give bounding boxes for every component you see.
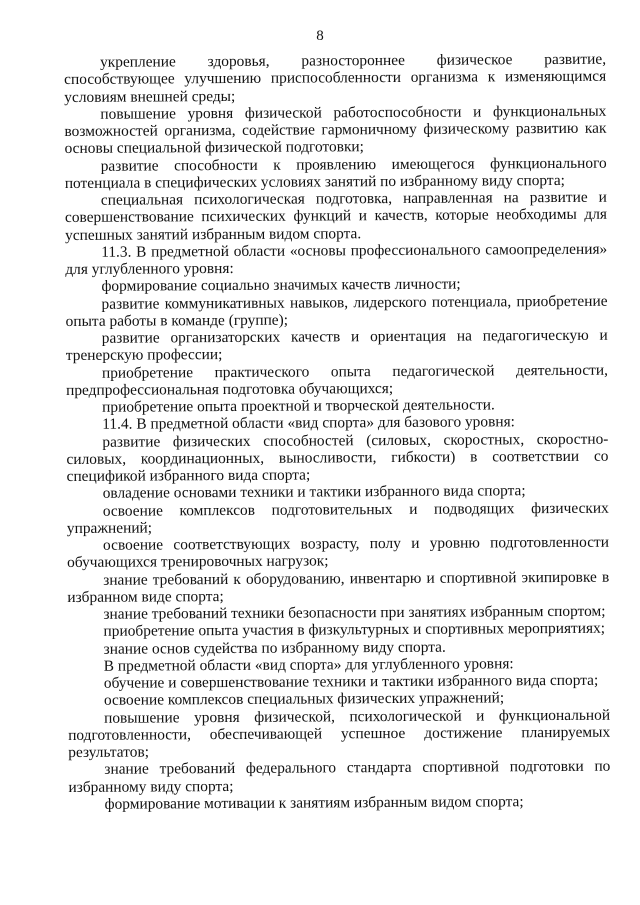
paragraph: знание требований техники безопасности при занятиях избранным спортом; [103, 602, 606, 623]
paragraph: развитие коммуникативных навыков, лидерского потенциала, приобретение опыта работы в команде (группе); [65, 292, 608, 330]
section-heading-11-3: 11.3. В предметной области «основы профессионального самоопределения» для углубленного уровня: [65, 240, 608, 278]
paragraph: знание основ судейства по избранному виду спорта. [103, 638, 446, 658]
paragraph: приобретение практического опыта педагогической деятельности, предпрофессиональная подготовка обучающихся; [66, 361, 608, 399]
document-body [64, 51, 611, 813]
paragraph: укрепление здоровья, разностороннее физическое развитие, способствующее улучшению приспособленности организма к изменяющимся условиям внешней среды; [64, 50, 607, 106]
paragraph: освоение комплексов специальных физических упражнений; [103, 689, 505, 710]
paragraph: развитие способности к проявлению имеющегося функционального потенциала в специфических условиях занятий по избранному виду спорта; [64, 154, 607, 192]
paragraph: повышение уровня физической работоспособности и функциональных возможностей организма, содействие гармоничному физическому развитию как основы специальной физической подготовки; [64, 102, 607, 158]
paragraph: повышение уровня физической, психологической и функциональной подготовленности, обеспечивающей успешное достижение планируемых результатов; [68, 706, 611, 761]
paragraph: развитие организаторских качеств и ориентация на педагогическую и тренерскую профессии; [65, 326, 608, 365]
page-number: 8 [316, 28, 324, 44]
paragraph: специальная психологическая подготовка, направленная на развитие и совершенствование психических функций и качеств, которые необходимы для успешных занятий избранным видом спорта. [64, 188, 608, 244]
paragraph: формирование мотивации к занятиям избранным видом спорта; [104, 792, 524, 813]
section-heading-advanced-level: В предметной области «вид спорта» для углубленного уровня: [103, 655, 514, 675]
paragraph: обучение и совершенствование техники и тактики избранного вида спорта; [103, 671, 599, 692]
paragraph: приобретение опыта проектной и творческой деятельности. [102, 396, 495, 416]
paragraph: формирование социально значимых качеств личности; [101, 275, 461, 296]
paragraph: знание требований федерального стандарта спортивной подготовки по избранному виду спорта; [68, 757, 611, 796]
paragraph: развитие физических способностей (силовых, скоростных, скоростно-силовых, координационных, выносливости, гибкости) в соответствии со спецификой избранного вида спорта; [66, 430, 609, 485]
paragraph: освоение соответствующих возрасту, полу и уровню подготовленности обучающихся тренировочных нагрузок; [67, 533, 610, 572]
paragraph: овладение основами техники и тактики избранного вида спорта; [102, 482, 526, 503]
paragraph: приобретение опыта участия в физкультурных и спортивных мероприятиях; [103, 619, 606, 641]
section-heading-11-4: 11.4. В предметной области «вид спорта» для базового уровня: [102, 413, 515, 434]
paragraph: освоение комплексов подготовительных и подводящих физических упражнений; [66, 499, 609, 537]
paragraph: знание требований к оборудованию, инвентарю и спортивной экипировке в избранном виде спорта; [67, 568, 610, 606]
